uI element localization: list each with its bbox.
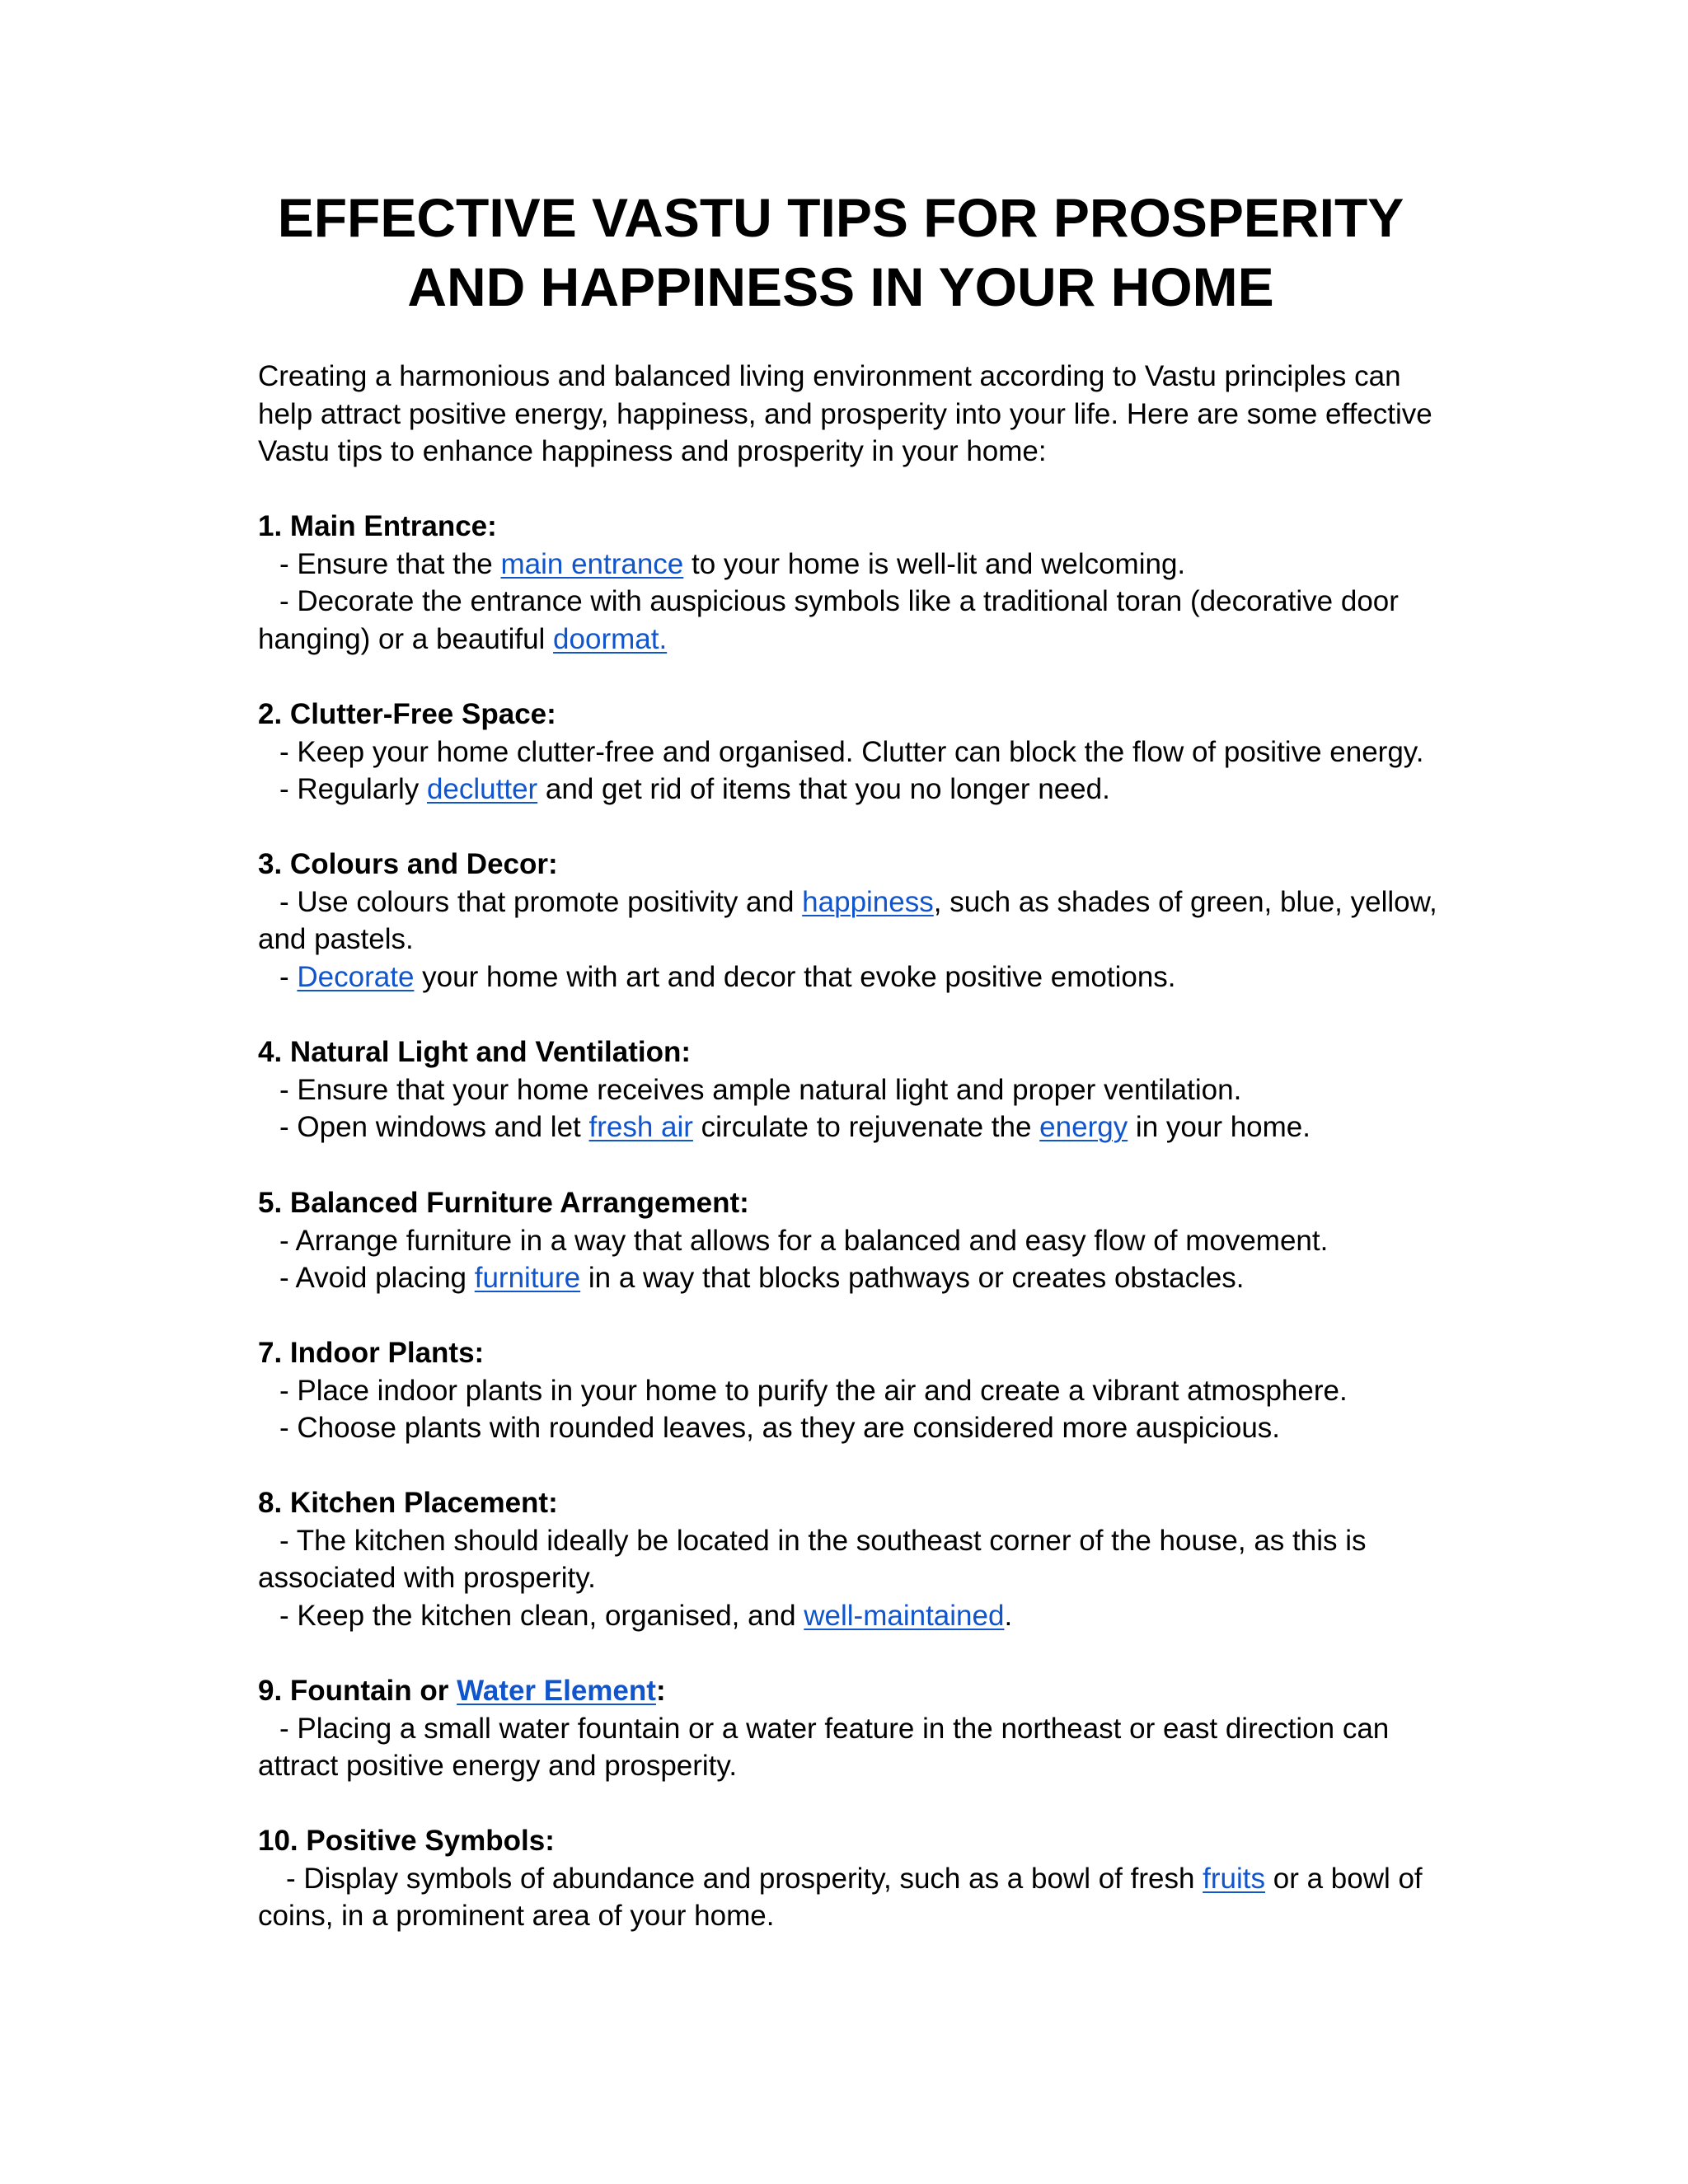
bullet-line: - Arrange furniture in a way that allows for a balanced and easy flow of movement. [279, 1224, 1329, 1257]
section-heading: 2. Clutter-Free Space: [258, 698, 556, 730]
text-span: your home with art and decor that evoke positive emotions. [414, 960, 1176, 993]
text-span: - Use colours that promote positivity and [279, 885, 803, 918]
title-line-2: AND HAPPINESS IN YOUR HOME [407, 256, 1274, 317]
section-heading [258, 1672, 1494, 1710]
fresh-air-link[interactable]: fresh air [588, 1111, 693, 1143]
bullet-line [258, 958, 1494, 996]
doormat-link[interactable]: doormat. [553, 622, 668, 655]
intro-line: help attract positive energy, happiness, and prosperity into your life. Here are some effective [258, 397, 1432, 430]
text-span: to your home is well-lit and welcoming. [683, 547, 1186, 580]
text-span: and get rid of items that you no longer need. [537, 773, 1110, 805]
bullet-line: - Placing a small water fountain or a water feature in the northeast or east direction can [279, 1712, 1390, 1745]
bullet-line: - Ensure that your home receives ample natural light and proper ventilation. [279, 1073, 1242, 1106]
decorate-link[interactable]: Decorate [297, 960, 415, 993]
section-natural-light [258, 1033, 1494, 1146]
text-span: in a way that blocks pathways or creates obstacles. [580, 1262, 1245, 1294]
section-heading: 1. Main Entrance: [258, 510, 497, 542]
text-span: - Open windows and let [279, 1111, 589, 1143]
text-span: : [655, 1675, 666, 1707]
bullet-line [258, 1259, 1494, 1297]
bullet-line [258, 1108, 1494, 1146]
bullet-line: - The kitchen should ideally be located in the southeast corner of the house, as this is [279, 1524, 1367, 1557]
bullet-continuation: associated with prosperity. [258, 1562, 596, 1594]
section-clutter-free [258, 696, 1494, 808]
bullet-line [258, 771, 1494, 808]
section-heading: 8. Kitchen Placement: [258, 1487, 558, 1519]
intro-line: Creating a harmonious and balanced living environment according to Vastu principles can [258, 360, 1401, 392]
bullet-continuation: and pastels. [258, 923, 414, 955]
text-span: - Avoid placing [279, 1262, 475, 1294]
section-heading: 5. Balanced Furniture Arrangement: [258, 1187, 749, 1219]
fruits-link[interactable]: fruits [1203, 1862, 1265, 1895]
title-line-1: EFFECTIVE VASTU TIPS FOR PROSPERITY [277, 187, 1404, 248]
declutter-link[interactable]: declutter [426, 773, 538, 805]
bullet-line: - Keep your home clutter-free and organised. Clutter can block the flow of positive energy. [279, 735, 1424, 768]
water-element-link[interactable]: Water Element [457, 1675, 656, 1707]
text-span: . [1004, 1599, 1013, 1632]
section-heading: 3. Colours and Decor: [258, 848, 558, 880]
text-span: circulate to rejuvenate the [692, 1111, 1040, 1143]
section-fountain [258, 1672, 1494, 1785]
furniture-link[interactable]: furniture [474, 1262, 581, 1294]
section-positive-symbols [258, 1822, 1494, 1935]
text-span: or a bowl of [1265, 1862, 1423, 1895]
bullet-line [258, 546, 1494, 583]
page-title [247, 183, 1434, 321]
text-span: , such as shades of green, blue, yellow, [933, 885, 1437, 918]
well-maintained-link[interactable]: well-maintained [804, 1599, 1005, 1632]
text-span: 9. Fountain or [258, 1675, 457, 1707]
bullet-continuation [258, 621, 1494, 658]
text-span: - Ensure that the [279, 547, 501, 580]
happiness-link[interactable]: happiness [802, 885, 934, 918]
bullet-line: - Place indoor plants in your home to purify the air and create a vibrant atmosphere. [279, 1374, 1348, 1407]
section-heading: 7. Indoor Plants: [258, 1337, 485, 1369]
text-span: - [279, 960, 298, 993]
section-main-entrance [258, 508, 1494, 658]
bullet-line: - Choose plants with rounded leaves, as they are considered more auspicious. [279, 1412, 1281, 1444]
energy-link[interactable]: energy [1039, 1111, 1128, 1143]
section-heading: 4. Natural Light and Ventilation: [258, 1036, 692, 1068]
text-span: in your home. [1128, 1111, 1311, 1143]
text-span: - Keep the kitchen clean, organised, and [279, 1599, 804, 1632]
bullet-line [258, 1597, 1494, 1635]
section-kitchen [258, 1484, 1494, 1634]
bullet-line: - Decorate the entrance with auspicious symbols like a traditional toran (decorative door [279, 585, 1399, 617]
intro-line: Vastu tips to enhance happiness and prosperity in your home: [258, 435, 1047, 467]
main-entrance-link[interactable]: main entrance [500, 547, 684, 580]
bullet-line [258, 883, 1494, 921]
bullet-continuation: coins, in a prominent area of your home. [258, 1900, 775, 1932]
bullet-continuation: attract positive energy and prosperity. [258, 1750, 738, 1782]
text-span: - Display symbols of abundance and prosperity, such as a bowl of fresh [286, 1862, 1203, 1895]
text-span: hanging) or a beautiful [258, 622, 554, 655]
bullet-line [258, 1860, 1494, 1898]
text-span: - Regularly [279, 773, 427, 805]
section-indoor-plants [258, 1334, 1494, 1447]
intro-paragraph [258, 358, 1494, 471]
section-heading: 10. Positive Symbols: [258, 1825, 555, 1857]
section-furniture [258, 1184, 1494, 1297]
section-colours-decor [258, 846, 1494, 996]
